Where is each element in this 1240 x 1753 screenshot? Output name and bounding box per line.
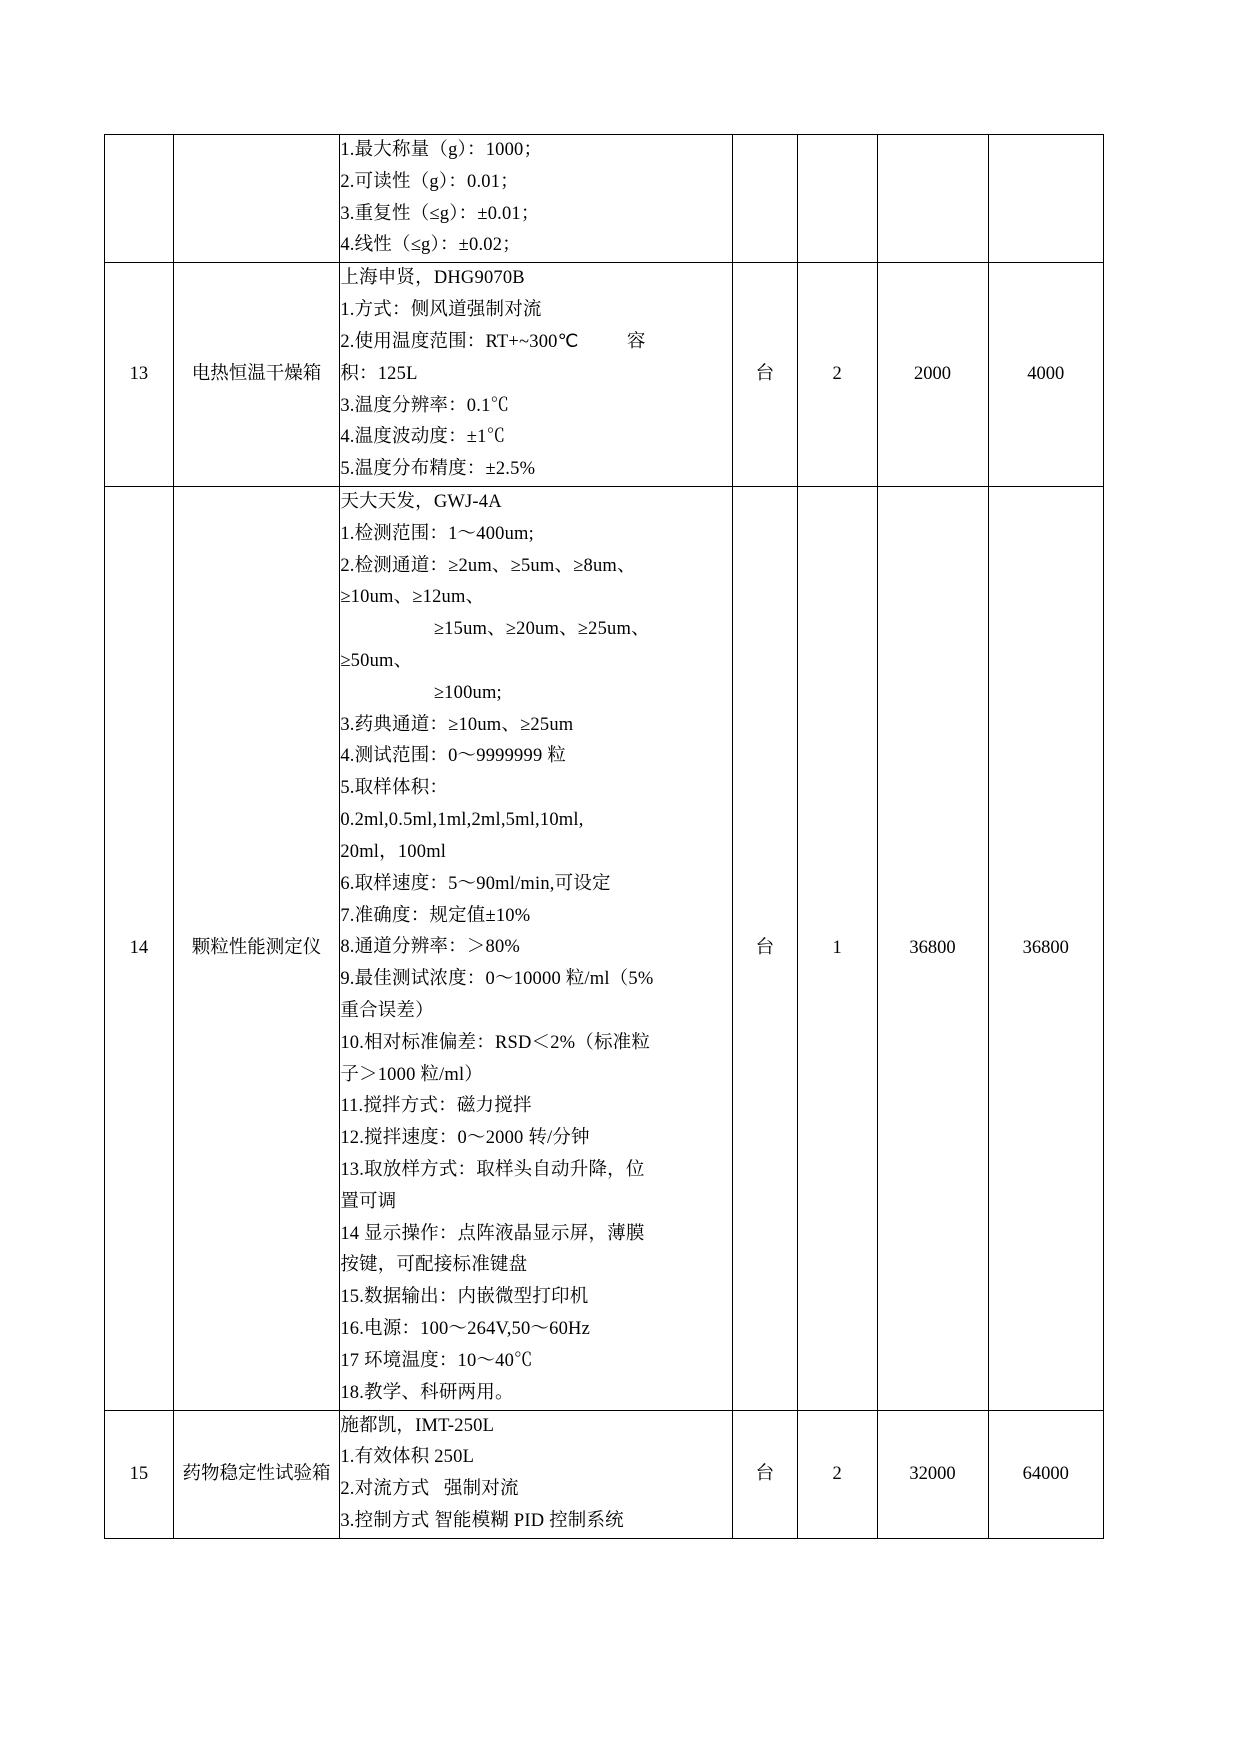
- spec-line: 3.重复性（≤g）：±0.01；: [340, 203, 540, 224]
- spec-line: 1.方式：侧风道强制对流: [340, 300, 542, 321]
- row-total: [988, 135, 1103, 263]
- equipment-spec-table: [104, 134, 1104, 1539]
- row-total: 36800: [988, 486, 1103, 1410]
- row-unit: 台: [733, 486, 797, 1410]
- row-price: 32000: [877, 1410, 988, 1538]
- spec-line: 3.控制方式 智能模糊 PID 控制系统: [340, 1510, 624, 1531]
- spec-line: 11.搅拌方式：磁力搅拌: [340, 1096, 532, 1117]
- row-price: 36800: [877, 486, 988, 1410]
- row-qty: 2: [797, 1410, 877, 1538]
- table-row: [105, 486, 1104, 1410]
- spec-line: 6.取样速度：5～90ml/min,可设定: [340, 873, 611, 894]
- spec-line: 16.电源：100～264V,50～60Hz: [340, 1319, 591, 1340]
- row-no: 13: [105, 263, 174, 487]
- row-no: 15: [105, 1410, 174, 1538]
- spec-line: 按键，可配接标准键盘: [340, 1255, 528, 1276]
- row-qty: 2: [797, 263, 877, 487]
- spec-line: 2.对流方式 强制对流: [340, 1479, 519, 1500]
- spec-line: 天大天发，GWJ-4A: [340, 491, 502, 512]
- spec-line: 1.最大称量（g）：1000；: [340, 140, 543, 160]
- row-name: 颗粒性能测定仪: [173, 486, 340, 1410]
- row-price: [877, 135, 988, 263]
- spec-line: ≥50um、: [340, 651, 413, 671]
- spec-line: 17 环境温度：10～40℃: [340, 1350, 533, 1371]
- spec-line: 2.使用温度范围：RT+~300℃ 容: [340, 331, 646, 352]
- table-row: [105, 1410, 1104, 1538]
- spec-line: 2.可读性（g）：0.01；: [340, 171, 519, 192]
- row-unit: [733, 135, 797, 263]
- row-total: 64000: [988, 1410, 1103, 1538]
- row-name: 电热恒温干燥箱: [173, 263, 340, 487]
- row-spec: [340, 263, 733, 487]
- spec-line: 4.温度波动度：±1℃: [340, 427, 506, 448]
- spec-line: 3.温度分辨率：0.1℃: [340, 395, 510, 416]
- spec-line: 重合误差）: [340, 1000, 434, 1021]
- spec-line: ≥10um、≥12um、: [340, 587, 485, 608]
- spec-line: 12.搅拌速度：0～2000 转/分钟: [340, 1128, 590, 1149]
- spec-line: 1.检测范围：1～400um;: [340, 523, 534, 544]
- spec-line: 14 显示操作：点阵液晶显示屏，薄膜: [340, 1223, 645, 1244]
- spec-line: ≥100um;: [340, 682, 502, 703]
- row-spec: [340, 135, 733, 263]
- spec-line: 上海申贤，DHG9070B: [340, 268, 525, 289]
- spec-line: 13.取放样方式：取样头自动升降，位: [340, 1160, 645, 1180]
- spec-line: 9.最佳测试浓度：0～10000 粒/ml（5%: [340, 969, 654, 990]
- spec-line: 积：125L: [340, 363, 418, 384]
- row-no: [105, 135, 174, 263]
- spec-line: 置可调: [340, 1191, 397, 1212]
- spec-table-wrapper: [104, 134, 1104, 1539]
- spec-line: 5.取样体积：: [340, 778, 449, 799]
- spec-line: 5.温度分布精度：±2.5%: [340, 459, 536, 480]
- spec-line: 18.教学、科研两用。: [340, 1382, 514, 1403]
- table-row: [105, 135, 1104, 263]
- spec-line: 8.通道分辨率：＞80%: [340, 937, 520, 958]
- spec-line: 1.有效体积 250L: [340, 1447, 475, 1468]
- row-price: 2000: [877, 263, 988, 487]
- spec-line: 7.准确度：规定值±10%: [340, 905, 531, 926]
- row-unit: 台: [733, 1410, 797, 1538]
- spec-line: 4.测试范围：0～9999999 粒: [340, 746, 566, 767]
- spec-line: 施都凯，IMT-250L: [340, 1415, 495, 1436]
- row-unit: 台: [733, 263, 797, 487]
- row-name: [173, 135, 340, 263]
- spec-line: 3.药典通道：≥10um、≥25um: [340, 714, 574, 735]
- spec-line: 子＞1000 粒/ml）: [340, 1064, 484, 1085]
- spec-line: ≥15um、≥20um、≥25um、: [340, 619, 650, 640]
- spec-line: 0.2ml,0.5ml,1ml,2ml,5ml,10ml,: [340, 810, 584, 831]
- row-qty: [797, 135, 877, 263]
- row-name: 药物稳定性试验箱: [173, 1410, 340, 1538]
- spec-line: 20ml，100ml: [340, 841, 447, 862]
- spec-line: 2.检测通道：≥2um、≥5um、≥8um、: [340, 555, 636, 576]
- row-no: 14: [105, 486, 174, 1410]
- row-total: 4000: [988, 263, 1103, 487]
- row-spec: [340, 486, 733, 1410]
- row-spec: [340, 1410, 733, 1538]
- spec-line: 4.线性（≤g）：±0.02；: [340, 235, 521, 256]
- row-qty: 1: [797, 486, 877, 1410]
- spec-line: 10.相对标准偏差：RSD＜2%（标准粒: [340, 1032, 651, 1053]
- spec-line: 15.数据输出：内嵌微型打印机: [340, 1287, 589, 1308]
- table-row: [105, 263, 1104, 487]
